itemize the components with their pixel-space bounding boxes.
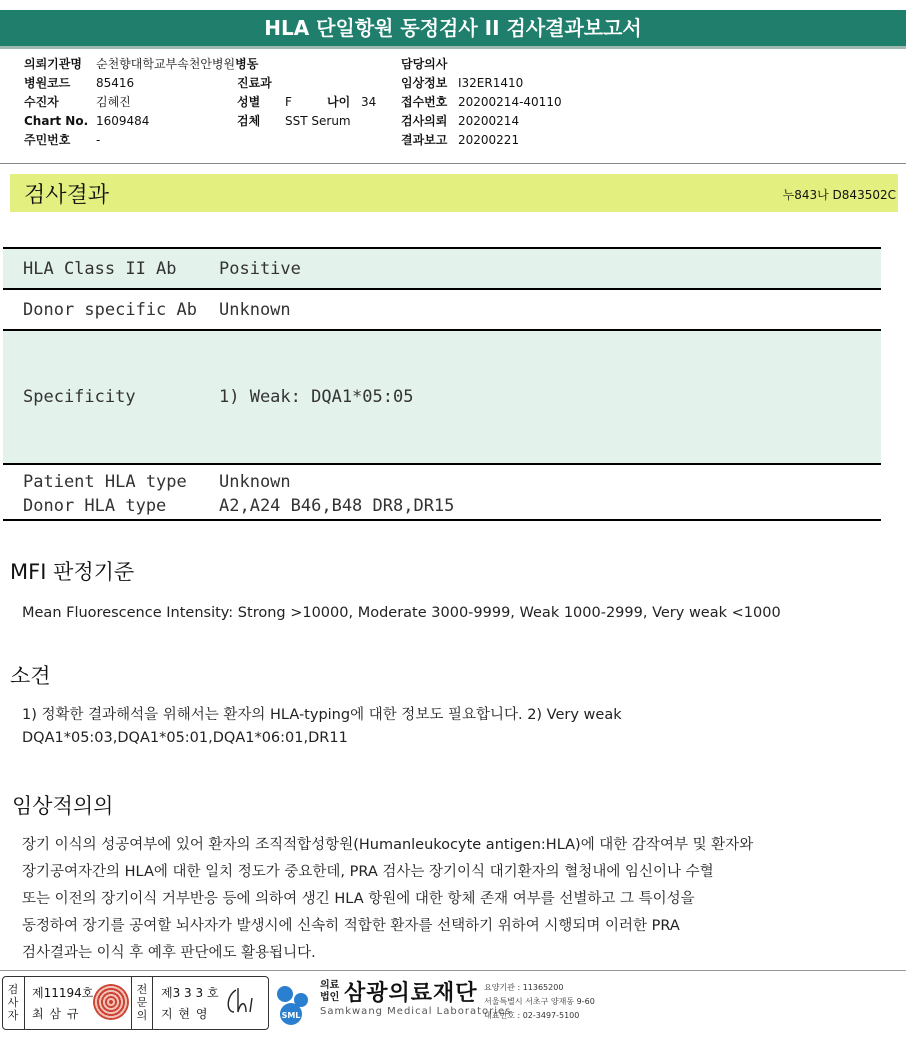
request-date-value: 20200214 — [458, 114, 520, 128]
result-value: Unknown — [219, 299, 291, 320]
findings-line: 1) 정확한 결과해석을 위해서는 환자의 HLA-typing에 대한 정보도 필요합니다. 2) Very weak — [22, 707, 622, 723]
org-type-line: 법인 — [320, 992, 340, 1003]
clinical-text — [22, 832, 753, 967]
header-divider — [0, 163, 906, 164]
report-title: HLA 단일항원 동정검사 II 검사결과보고서 — [0, 10, 906, 49]
resident-no-value: - — [96, 133, 101, 147]
logo-text: SML — [281, 1011, 301, 1020]
age-label: 나이 — [327, 95, 351, 109]
sig-divider — [24, 976, 25, 1030]
sig-divider — [152, 976, 153, 1030]
org-address: 서울특별시 서초구 양재동 9-60 — [484, 997, 595, 1006]
institution-label: 의뢰기관명 — [24, 57, 82, 71]
mfi-title: MFI 판정기준 — [10, 560, 135, 584]
examiner-label: 검사자 — [7, 983, 19, 1022]
org-name: 삼광의료재단 — [344, 981, 478, 1006]
findings-title: 소견 — [10, 664, 51, 688]
sex-label: 성별 — [237, 95, 261, 109]
patient-value: 김혜진 — [96, 95, 131, 109]
org-phone: 대표번호 : 02-3497-5100 — [484, 1011, 580, 1020]
patient-label: 수진자 — [24, 95, 59, 109]
result-key: Specificity — [23, 387, 136, 407]
org-name-en: Samkwang Medical Laboratories — [320, 1006, 512, 1017]
signature-icon — [222, 982, 262, 1022]
findings-line: DQA1*05:03,DQA1*05:01,DQA1*06:01,DR11 — [22, 730, 348, 746]
institution-value: 순천향대학교부속천안병원 — [96, 57, 236, 71]
ward-label: 병동 — [235, 57, 259, 71]
table-row — [3, 464, 881, 492]
resident-no-label: 주민번호 — [24, 133, 71, 147]
examiner-name: 최 삼 규 — [32, 1007, 80, 1021]
result-value: A2,A24 B46,B48 DR8,DR15 — [219, 495, 455, 516]
table-row — [3, 492, 881, 520]
request-date-label: 검사의뢰 — [401, 114, 448, 128]
specialist-license: 제3 3 3 호 — [161, 986, 219, 1000]
findings-text — [22, 704, 622, 750]
results-title: 검사결과 — [24, 183, 110, 208]
result-value: 1) Weak: DQA1*05:05 — [219, 387, 414, 407]
result-key: Patient HLA type — [23, 472, 187, 492]
specialist-label: 전문의 — [136, 983, 148, 1022]
table-row — [3, 289, 881, 330]
org-type — [320, 980, 339, 1004]
header-left — [24, 55, 258, 150]
footer-divider — [0, 970, 906, 971]
clinical-line: 동정하여 장기를 공여할 뇌사자가 발생시에 신속히 적합한 환자를 선택하기 위하여 시행되며 이러한 PRA — [22, 918, 680, 934]
header-mid — [237, 74, 376, 131]
org-type-line: 의료 — [320, 980, 340, 991]
header-right — [401, 55, 562, 150]
clinical-line: 장기공여자간의 HLA에 대한 일치 정도가 중요한데, PRA 검사는 장기이식 대기환자의 혈청내에 임신이나 수혈 — [22, 864, 714, 880]
clinical-line: 검사결과는 이식 후 예후 판단에도 활용됩니다. — [22, 945, 316, 961]
chart-no-value: 1609484 — [96, 114, 150, 128]
clinical-line: 또는 이전의 장기이식 거부반응 등에 의하여 생긴 HLA 항원에 대한 항체 존재 여부를 선별하고 그 특이성을 — [22, 891, 695, 907]
result-value: Unknown — [219, 472, 291, 492]
sml-logo-icon — [271, 980, 317, 1026]
table-row — [3, 248, 881, 289]
report-date-label: 결과보고 — [401, 133, 448, 147]
result-key: HLA Class II Ab — [23, 258, 177, 279]
receipt-no-value: 20200214-40110 — [458, 95, 562, 109]
specialist-name: 지 현 영 — [161, 1007, 209, 1021]
clinical-info-value: I32ER1410 — [458, 76, 524, 90]
results-banner — [10, 174, 898, 212]
specimen-value: SST Serum — [285, 114, 351, 128]
sex-value: F — [285, 95, 292, 109]
specimen-label: 검체 — [237, 114, 261, 128]
result-key: Donor specific Ab — [23, 299, 197, 320]
mfi-text: Mean Fluorescence Intensity: Strong >10000, Moderate 3000-9999, Weak 1000-2999, Very weak <1000 — [22, 605, 781, 621]
report-date-value: 20200221 — [458, 133, 520, 147]
clinical-title: 임상적의의 — [12, 794, 114, 818]
sig-divider — [131, 976, 132, 1030]
result-key: Donor HLA type — [23, 495, 167, 516]
clinical-info-label: 임상정보 — [401, 76, 448, 90]
seal-stamp-icon — [93, 984, 129, 1020]
clinical-line: 장기 이식의 성공여부에 있어 환자의 조직적합성항원(Humanleukocyte antigen:HLA)에 대한 감작여부 및 환자와 — [22, 837, 754, 853]
hospital-code-label: 병원코드 — [24, 76, 71, 90]
age-value: 34 — [361, 95, 377, 109]
table-row — [3, 330, 881, 464]
chart-no-label: Chart No. — [24, 114, 89, 128]
org-code: 요양기관 : 11365200 — [484, 983, 564, 992]
hospital-code-value: 85416 — [96, 76, 135, 90]
results-code: 누843나 D843502C — [782, 188, 896, 202]
attending-label: 담당의사 — [401, 57, 448, 71]
result-value: Positive — [219, 258, 301, 279]
results-table — [3, 247, 881, 521]
examiner-license: 제11194호 — [32, 986, 94, 1000]
department-label: 진료과 — [237, 76, 272, 90]
receipt-no-label: 접수번호 — [401, 95, 448, 109]
